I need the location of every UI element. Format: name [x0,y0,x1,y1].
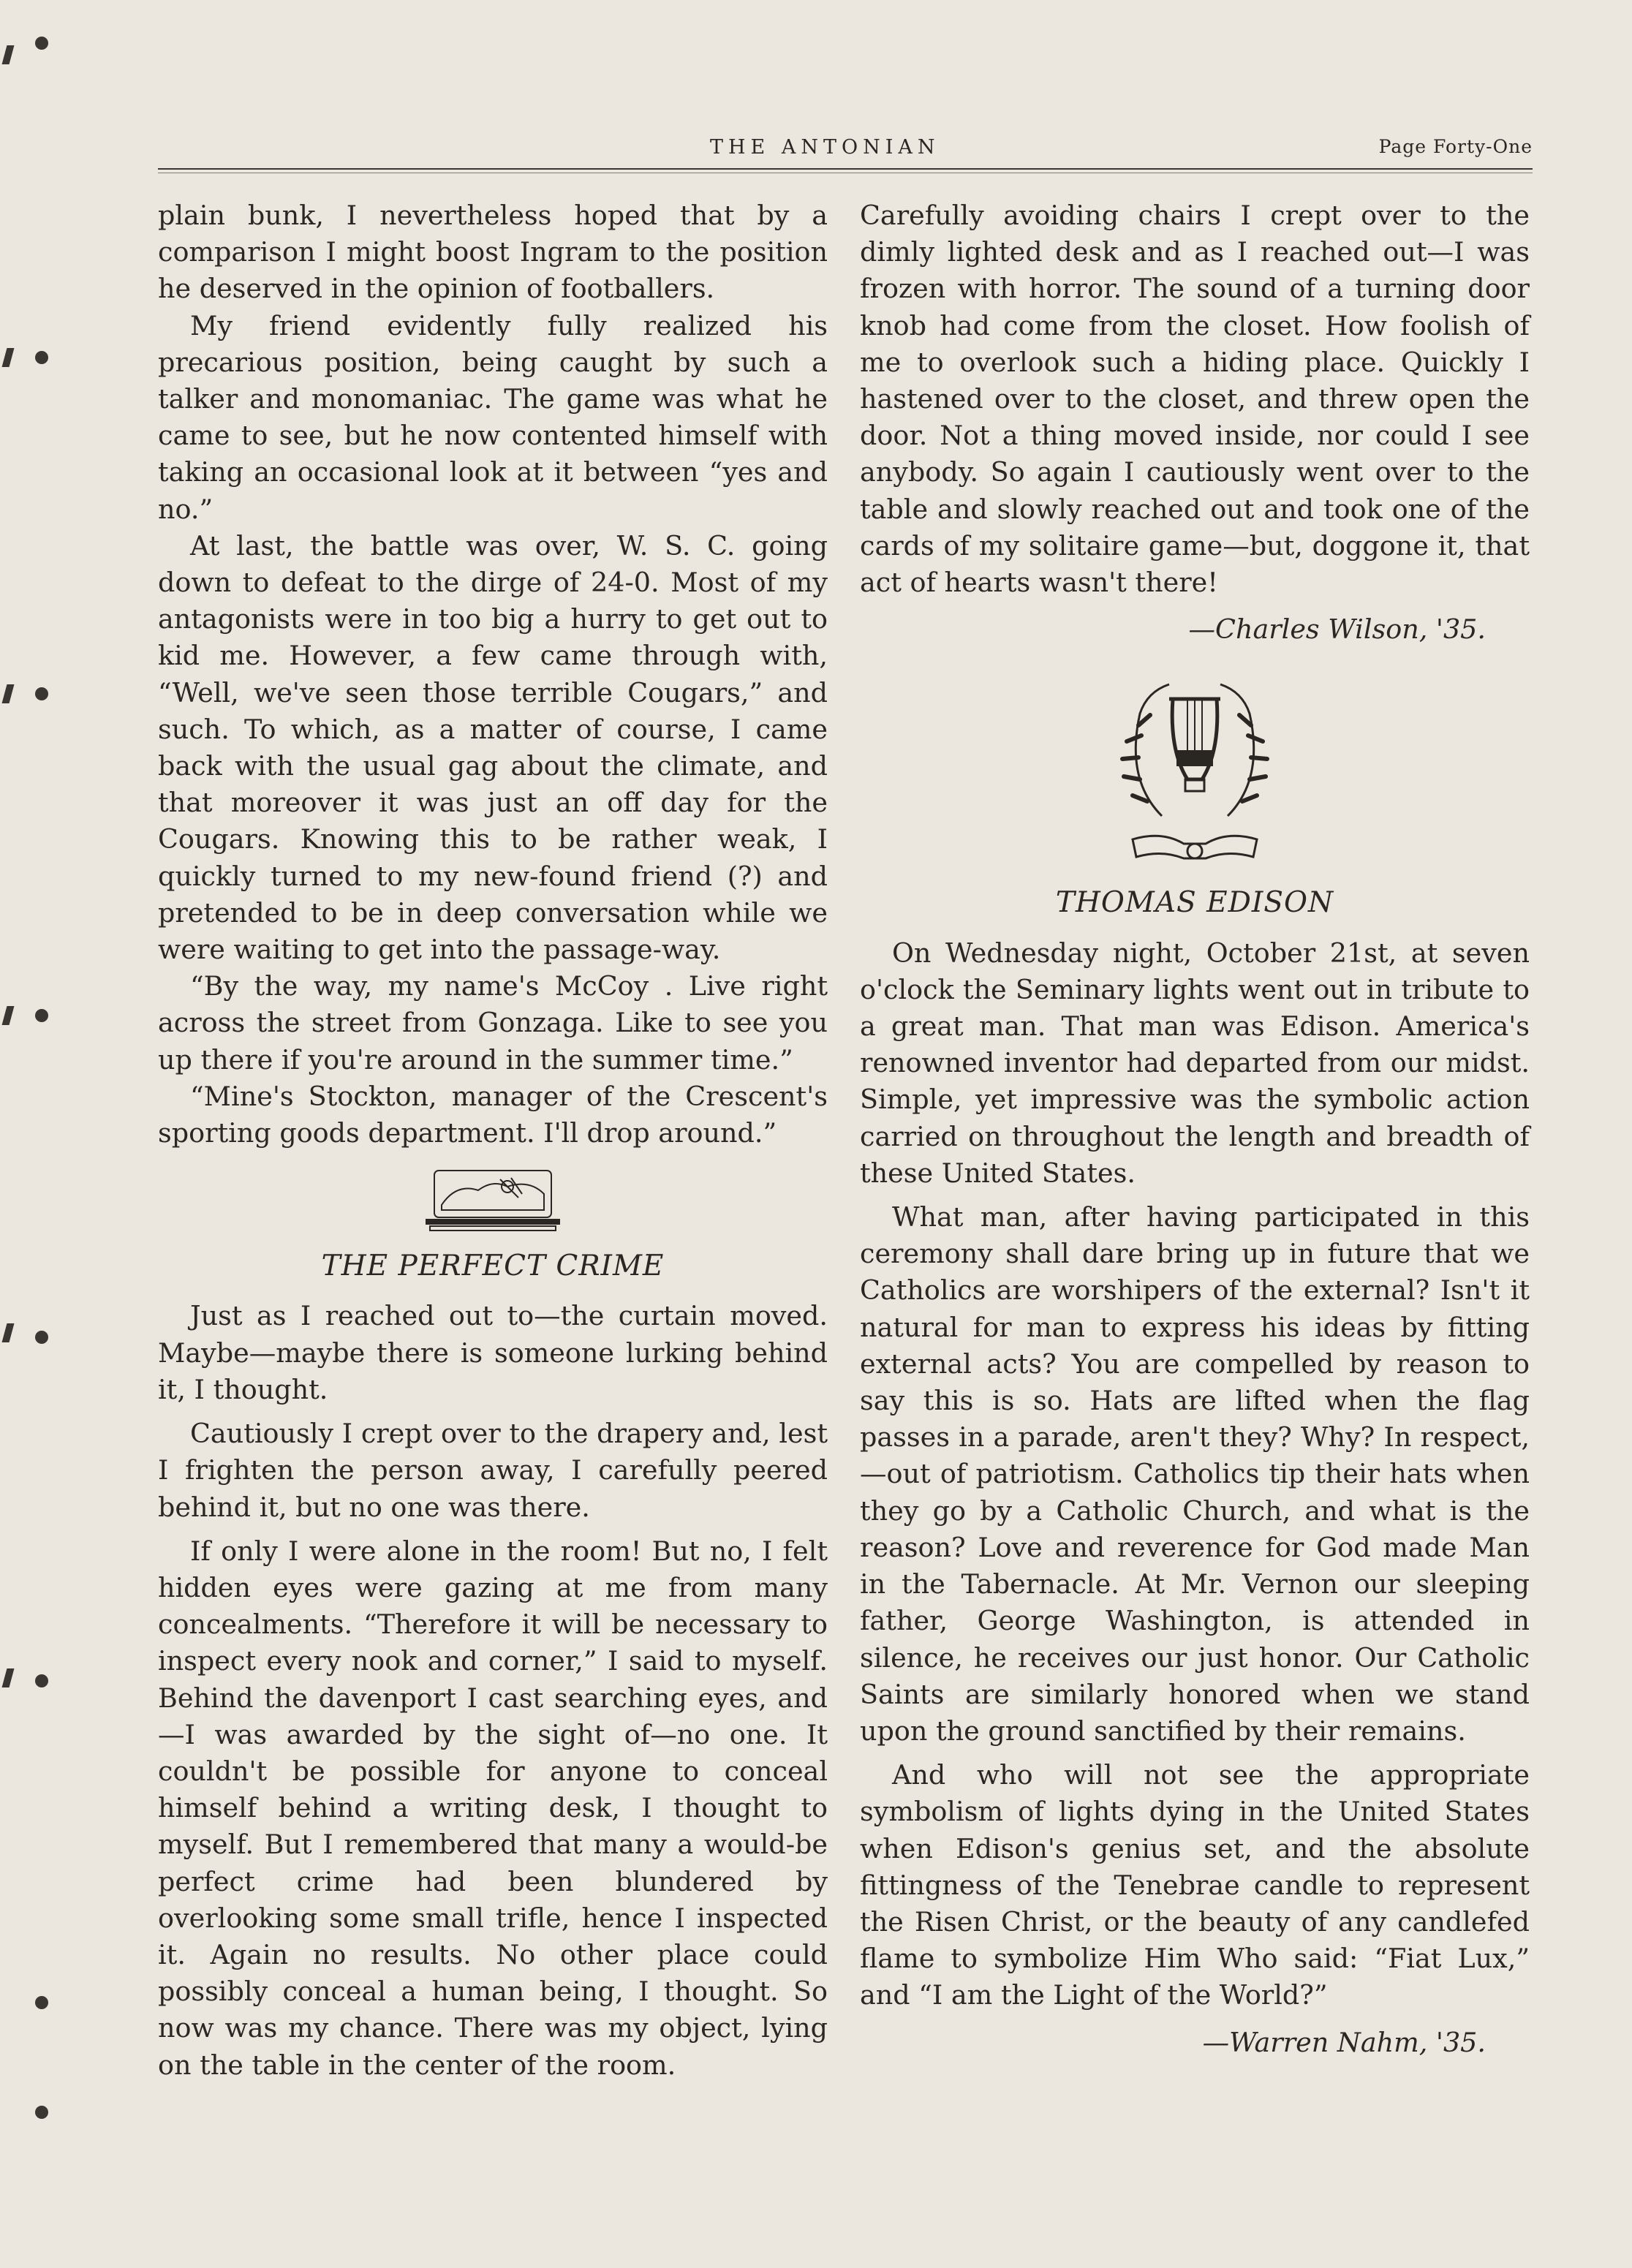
paragraph: My friend evidently fully realized his precarious position, being caught by such a talker and monomaniac. The game was what he came to see, but he now contented himself with taking an occasional look at it between “yes and no.” [158,309,828,525]
lyre-wreath-ornament-icon [1118,670,1272,874]
binding-tick [2,1668,15,1687]
binding-hole [35,687,48,700]
binding-tick [2,348,15,367]
binding-tick [2,45,15,64]
right-column [860,197,1530,2061]
reclining-figure-ornament-icon [420,1165,566,1238]
paragraph: Cautiously I crept over to the drapery and, lest I frighten the person away, I carefully peered behind it, but no one was there. [158,1418,828,1523]
binding-tick [2,1323,15,1342]
byline: —Warren Nahm, '35. [1202,2026,1486,2058]
header-rule [158,168,1533,170]
binding-hole [35,37,48,50]
paragraph: What man, after having participated in this ceremony shall dare bring up in future that we Catholics are worshipers of the external? Isn't it natural for man to express his ideas by fitting external acts? You are compelled by reason to say this is so. Hats are lifted when the flag passes in a parade, aren't they? Why? In respect,—out of patriotism. Catholics tip their hats when they go by a Catholic Church, and what is the reason? Love and reverence for God made Man in the Tabernacle. At Mr. Vernon our sleeping father, George Washington, is attended in silence, he receives our just honor. Our Catholic Saints are similarly honored when we stand upon the ground sanctified by their remains. [860,1201,1530,1747]
paragraph: Carefully avoiding chairs I crept over to the dimly lighted desk and as I reached out—I was frozen with horror. The sound of a turning door knob had come from the closet. How foolish of me to overlook such a hiding place. Quickly I hastened over to the closet, and threw open the door. Not a thing moved inside, nor could I see anybody. So again I cautiously went over to the table and slowly reached out and took one of the cards of my solitaire game—but, doggone it, that act of hearts wasn't there! [860,200,1530,599]
paragraph: “By the way, my name's McCoy . Live right across the street from Gonzaga. Like to see you up there if you're around in the summer time.” [158,970,828,1076]
binding-hole [35,1009,48,1022]
article-title: THE PERFECT CRIME [321,1250,665,1283]
binding-tick [2,1006,15,1025]
running-title: THE ANTONIAN [710,136,940,159]
paragraph: “Mine's Stockton, manager of the Crescent's sporting goods department. I'll drop around.” [158,1080,828,1149]
binding-hole [35,1996,48,2009]
binding-hole [35,351,48,364]
binding-hole [35,2106,48,2119]
paragraph: At last, the battle was over, W. S. C. going down to defeat to the dirge of 24-0. Most of my antagonists were in too big a hurry to get out to kid me. However, a few came through with, “Well, we've seen those terrible Cougars,” and such. To which, as a matter of course, I came back with the usual gag about the climate, and that moreover it was just an off day for the Cougars. Knowing this to be rather weak, I quickly turned to my new-found friend (?) and pretended to be in deep conversation while we were waiting to get into the passage-way. [158,529,828,966]
left-column [158,197,828,2084]
article-title: THOMAS EDISON [1055,886,1334,920]
paragraph: And who will not see the appropriate symbolism of lights dying in the United States when Edison's genius set, and the absolute fittingness of the Tenebrae candle to represent the Risen Christ, or the beauty of any candlefed flame to symbolize Him Who said: “Fiat Lux,” and “I am the Light of the World?” [860,1759,1530,2011]
paragraph: plain bunk, I nevertheless hoped that by a comparison I might boost Ingram to the position he deserved in the opinion of footballers. [158,200,828,305]
binding-hole [35,1331,48,1344]
binding-hole [35,1674,48,1687]
paragraph: Just as I reached out to—the curtain moved. Maybe—maybe there is someone lurking behind it, I thought. [158,1300,828,1405]
binding-tick [2,684,15,703]
byline: —Charles Wilson, '35. [1188,613,1486,646]
paragraph: On Wednesday night, October 21st, at seven o'clock the Seminary lights went out in tribute to a great man. That man was Edison. America's renowned inventor had departed from our midst. Simple, yet impressive was the symbolic action carried on throughout the length and breadth of these United States. [860,937,1530,1189]
page-header [158,136,1533,165]
page-number: Page Forty-One [1378,136,1533,157]
paragraph: If only I were alone in the room! But no, I felt hidden eyes were gazing at me from many concealments. “Therefore it will be necessary to inspect every nook and corner,” I said to myself. Behind the davenport I cast searching eyes, and—I was awarded by the sight of—no one. It couldn't be possible for anyone to conceal himself behind a writing desk, I thought to myself. But I remembered that many a would-be perfect crime had been blundered by overlooking some small trifle, hence I inspected it. Again no results. No other place could possibly conceal a human being, I thought. So now was my chance. There was my object, lying on the table in the center of the room. [158,1535,828,2081]
